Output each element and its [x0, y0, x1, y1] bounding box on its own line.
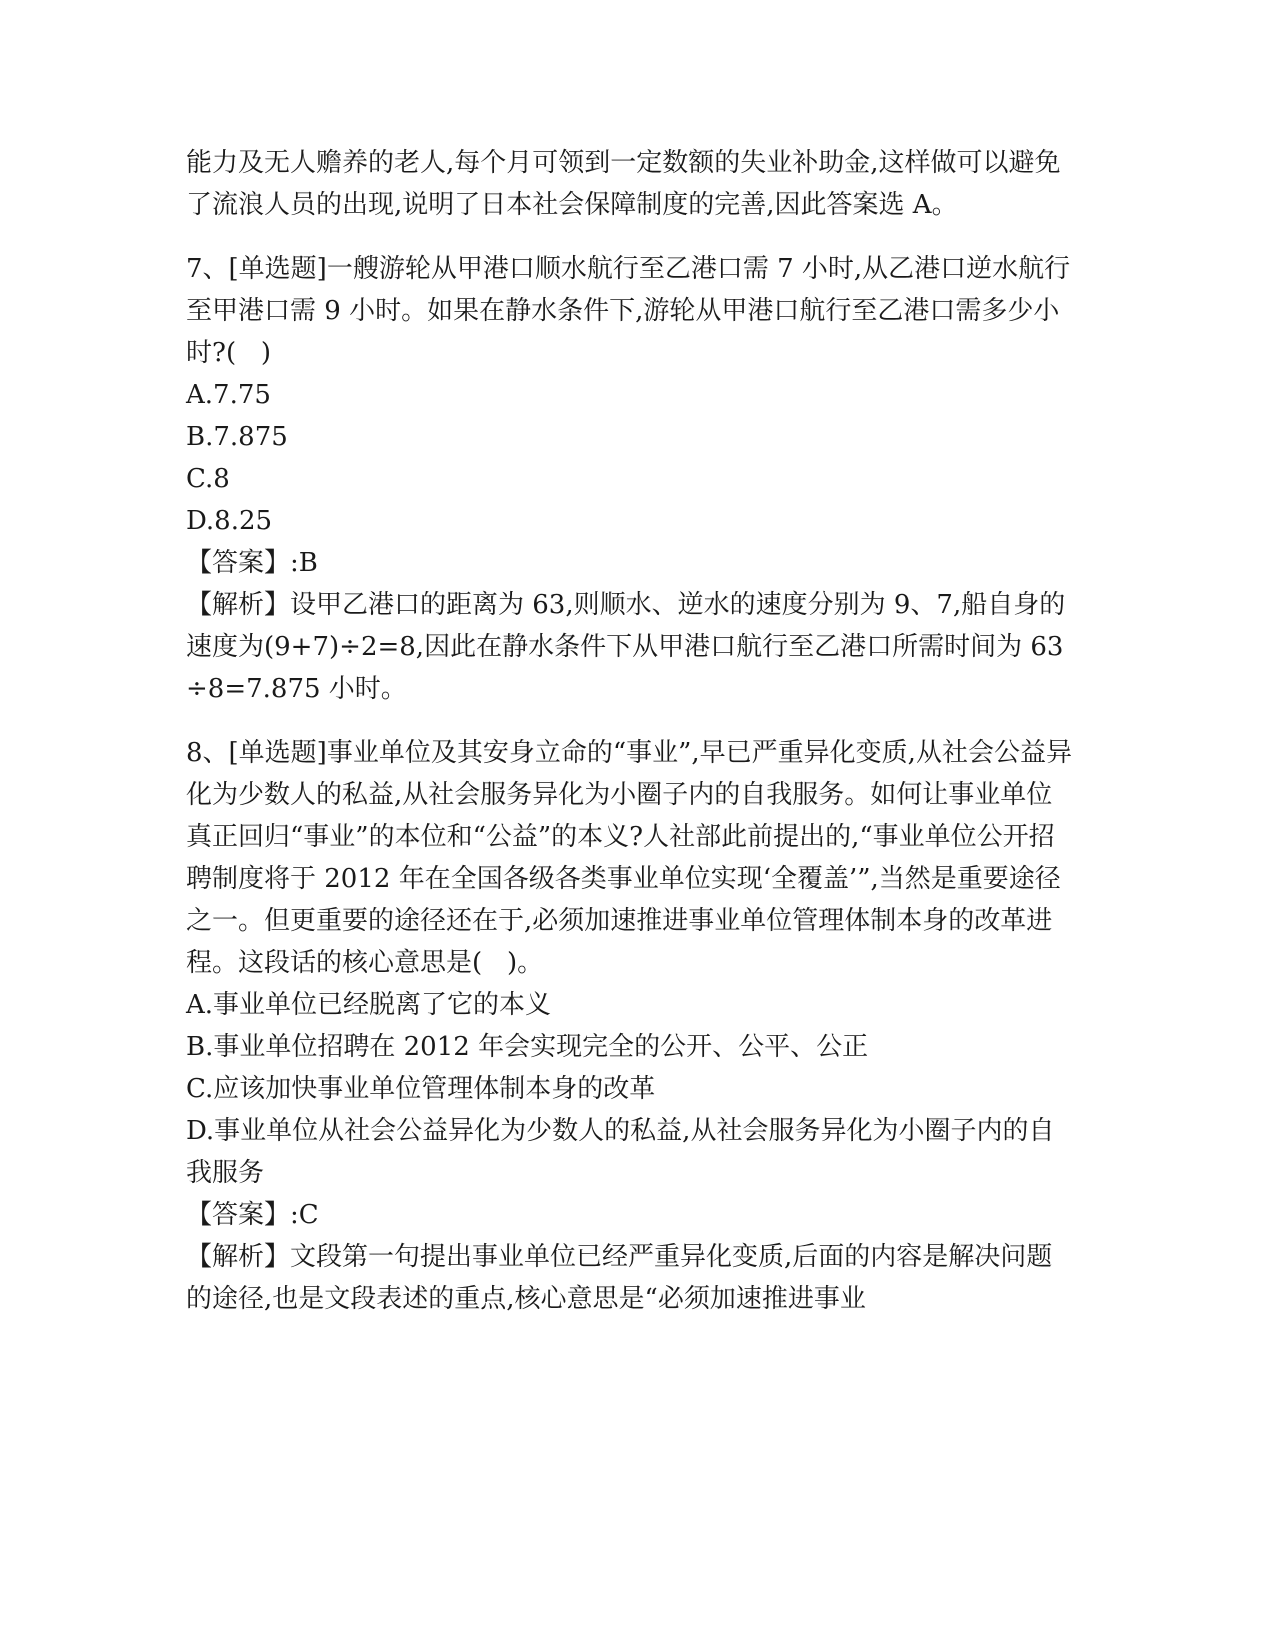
- question-7-option-b: B.7.875: [186, 422, 288, 452]
- question-8-option-c: C.应该加快事业单位管理体制本身的改革: [186, 1074, 656, 1104]
- question-8-option-d: D.事业单位从社会公益异化为少数人的私益,从社会服务异化为小圈子内的自我服务: [186, 1116, 1055, 1188]
- question-7-answer: 【答案】:B: [186, 548, 318, 578]
- question-8-option-a: A.事业单位已经脱离了它的本义: [186, 990, 552, 1020]
- question-8-option-b: B.事业单位招聘在 2012 年会实现完全的公开、公平、公正: [186, 1032, 869, 1062]
- question-7-option-c: C.8: [186, 464, 230, 494]
- document-body: [186, 142, 1076, 1320]
- question-8-analysis: 【解析】文段第一句提出事业单位已经严重异化变质,后面的内容是解决问题的途径,也是文段表述的重点,核心意思是“必须加速推进事业: [186, 1242, 1053, 1314]
- question-7-option-a: A.7.75: [186, 380, 271, 410]
- question-7-analysis: 【解析】设甲乙港口的距离为 63,则顺水、逆水的速度分别为 9、7,船自身的速度为(9+7)÷2=8,因此在静水条件下从甲港口航行至乙港口所需时间为 63÷8=7.875 小时。: [186, 590, 1066, 704]
- question-7-stem: 7、[单选题]一艘游轮从甲港口顺水航行至乙港口需 7 小时,从乙港口逆水航行至甲港口需 9 小时。如果在静水条件下,游轮从甲港口航行至乙港口需多少小时?( ): [186, 254, 1071, 368]
- question-7-option-d: D.8.25: [186, 506, 273, 536]
- question-8-stem: 8、[单选题]事业单位及其安身立命的“事业”,早已严重异化变质,从社会公益异化为少数人的私益,从社会服务异化为小圈子内的自我服务。如何让事业单位真正回归“事业”的本位和“公益”的本义?人社部此前提出的,“事业单位公开招聘制度将于 2012 年在全国各级各类事业单位实现‘全覆盖’”,当然是重要途径之一。但更重要的途径还在于,必须加速推进事业单位管理体制本身的改革进程。这段话的核心意思是( )。: [186, 738, 1072, 978]
- question-8: [186, 732, 1076, 1320]
- question-8-answer: 【答案】:C: [186, 1200, 319, 1230]
- question-7: [186, 248, 1076, 710]
- paragraph-spacer: [186, 710, 1076, 732]
- previous-analysis-text: 能力及无人赡养的老人,每个月可领到一定数额的失业补助金,这样做可以避免了流浪人员的出现,说明了日本社会保障制度的完善,因此答案选 A。: [186, 148, 1061, 220]
- paragraph-spacer: [186, 226, 1076, 248]
